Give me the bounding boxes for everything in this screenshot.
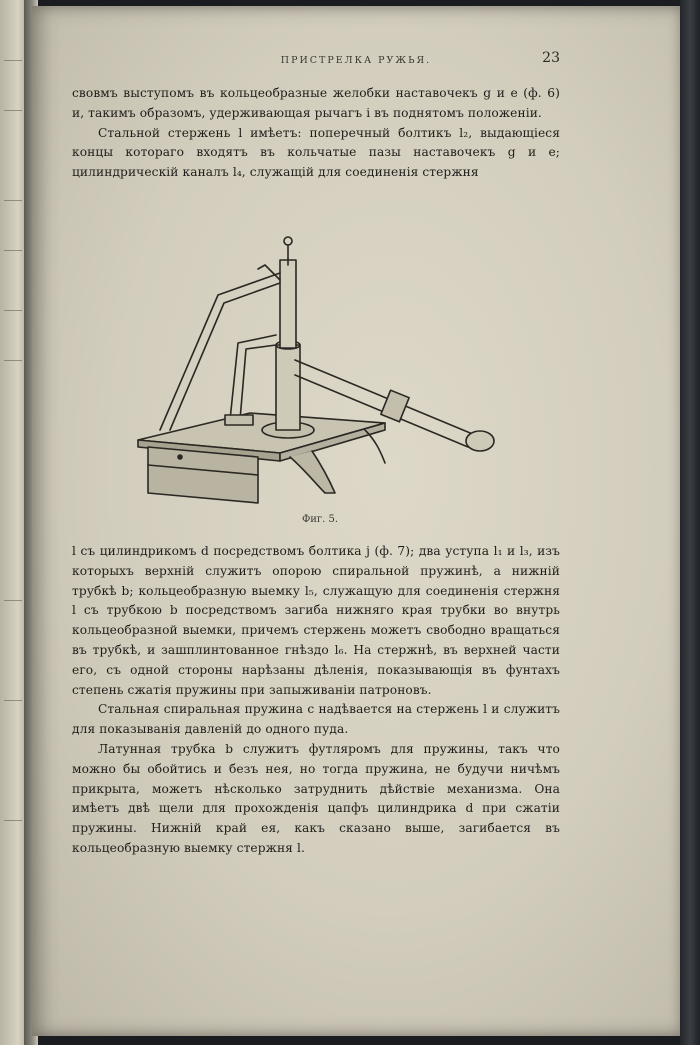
figure-illustration [130,225,510,515]
paragraph: l съ цилиндрикомъ d посредствомъ болтика j (ф. 7); два уступа l₁ и l₃, изъ которыхъ верхній служитъ опорою спиральной пружинѣ, а нижній трубкѣ b; кольцеобразную выемку l₅, служащую для соединенія стержня l съ трубкою b посредствомъ загиба нижняго края трубки во внутрь кольцеобразной выемки, причемъ стержень можетъ свободно вращаться въ трубкѣ, и зашплинтованное гнѣздо l₆. На стержнѣ, въ верхней части его, съ одной стороны нарѣзаны дѣленія, показывающія въ фунтахъ степень сжатія пружины при запыживаніи патроновъ. [72,544,560,697]
paragraph: свовмъ выступомъ въ кольцеобразные желобки наставочекъ g и e (ф. 6) и, такимъ образомъ, удерживающая рычагъ i въ поднятомъ положеніи. [72,86,560,120]
page-number: 23 [542,50,560,66]
mechanism-drawing [138,237,494,503]
paragraph: Стальная спиральная пружина c надѣвается на стержень l и служитъ для показыванія давленій до одного пуда. [72,702,560,737]
book-cover-edge [680,0,700,1045]
running-head: ПРИСТРЕЛКА РУЖЬЯ. [280,55,432,66]
paragraph: Латунная трубка b служитъ футляромъ для пружины, такъ что можно бы обойтись и безъ нея, но тогда пружина, не будучи ничѣмъ прикрыта, можетъ нѣсколько затруднить дѣйствіе механизма. Она имѣетъ двѣ щели для прохожденія цапфъ цилиндрика d при сжатіи пружины. Нижній край ея, какъ сказано выше, загибается въ кольцеобразную выемку стержня l. [72,741,560,855]
text-block-top [72,84,560,183]
text-block-bottom [72,542,560,859]
paragraph: Стальной стержень l имѣетъ: поперечный болтикъ l₂, выдающіеся концы котораго входятъ въ кольчатые пазы наставочекъ g и e; цилиндрическій каналъ l₄, служащій для соединенія стержня [72,125,560,180]
figure-caption: Фиг. 5. [301,514,339,525]
